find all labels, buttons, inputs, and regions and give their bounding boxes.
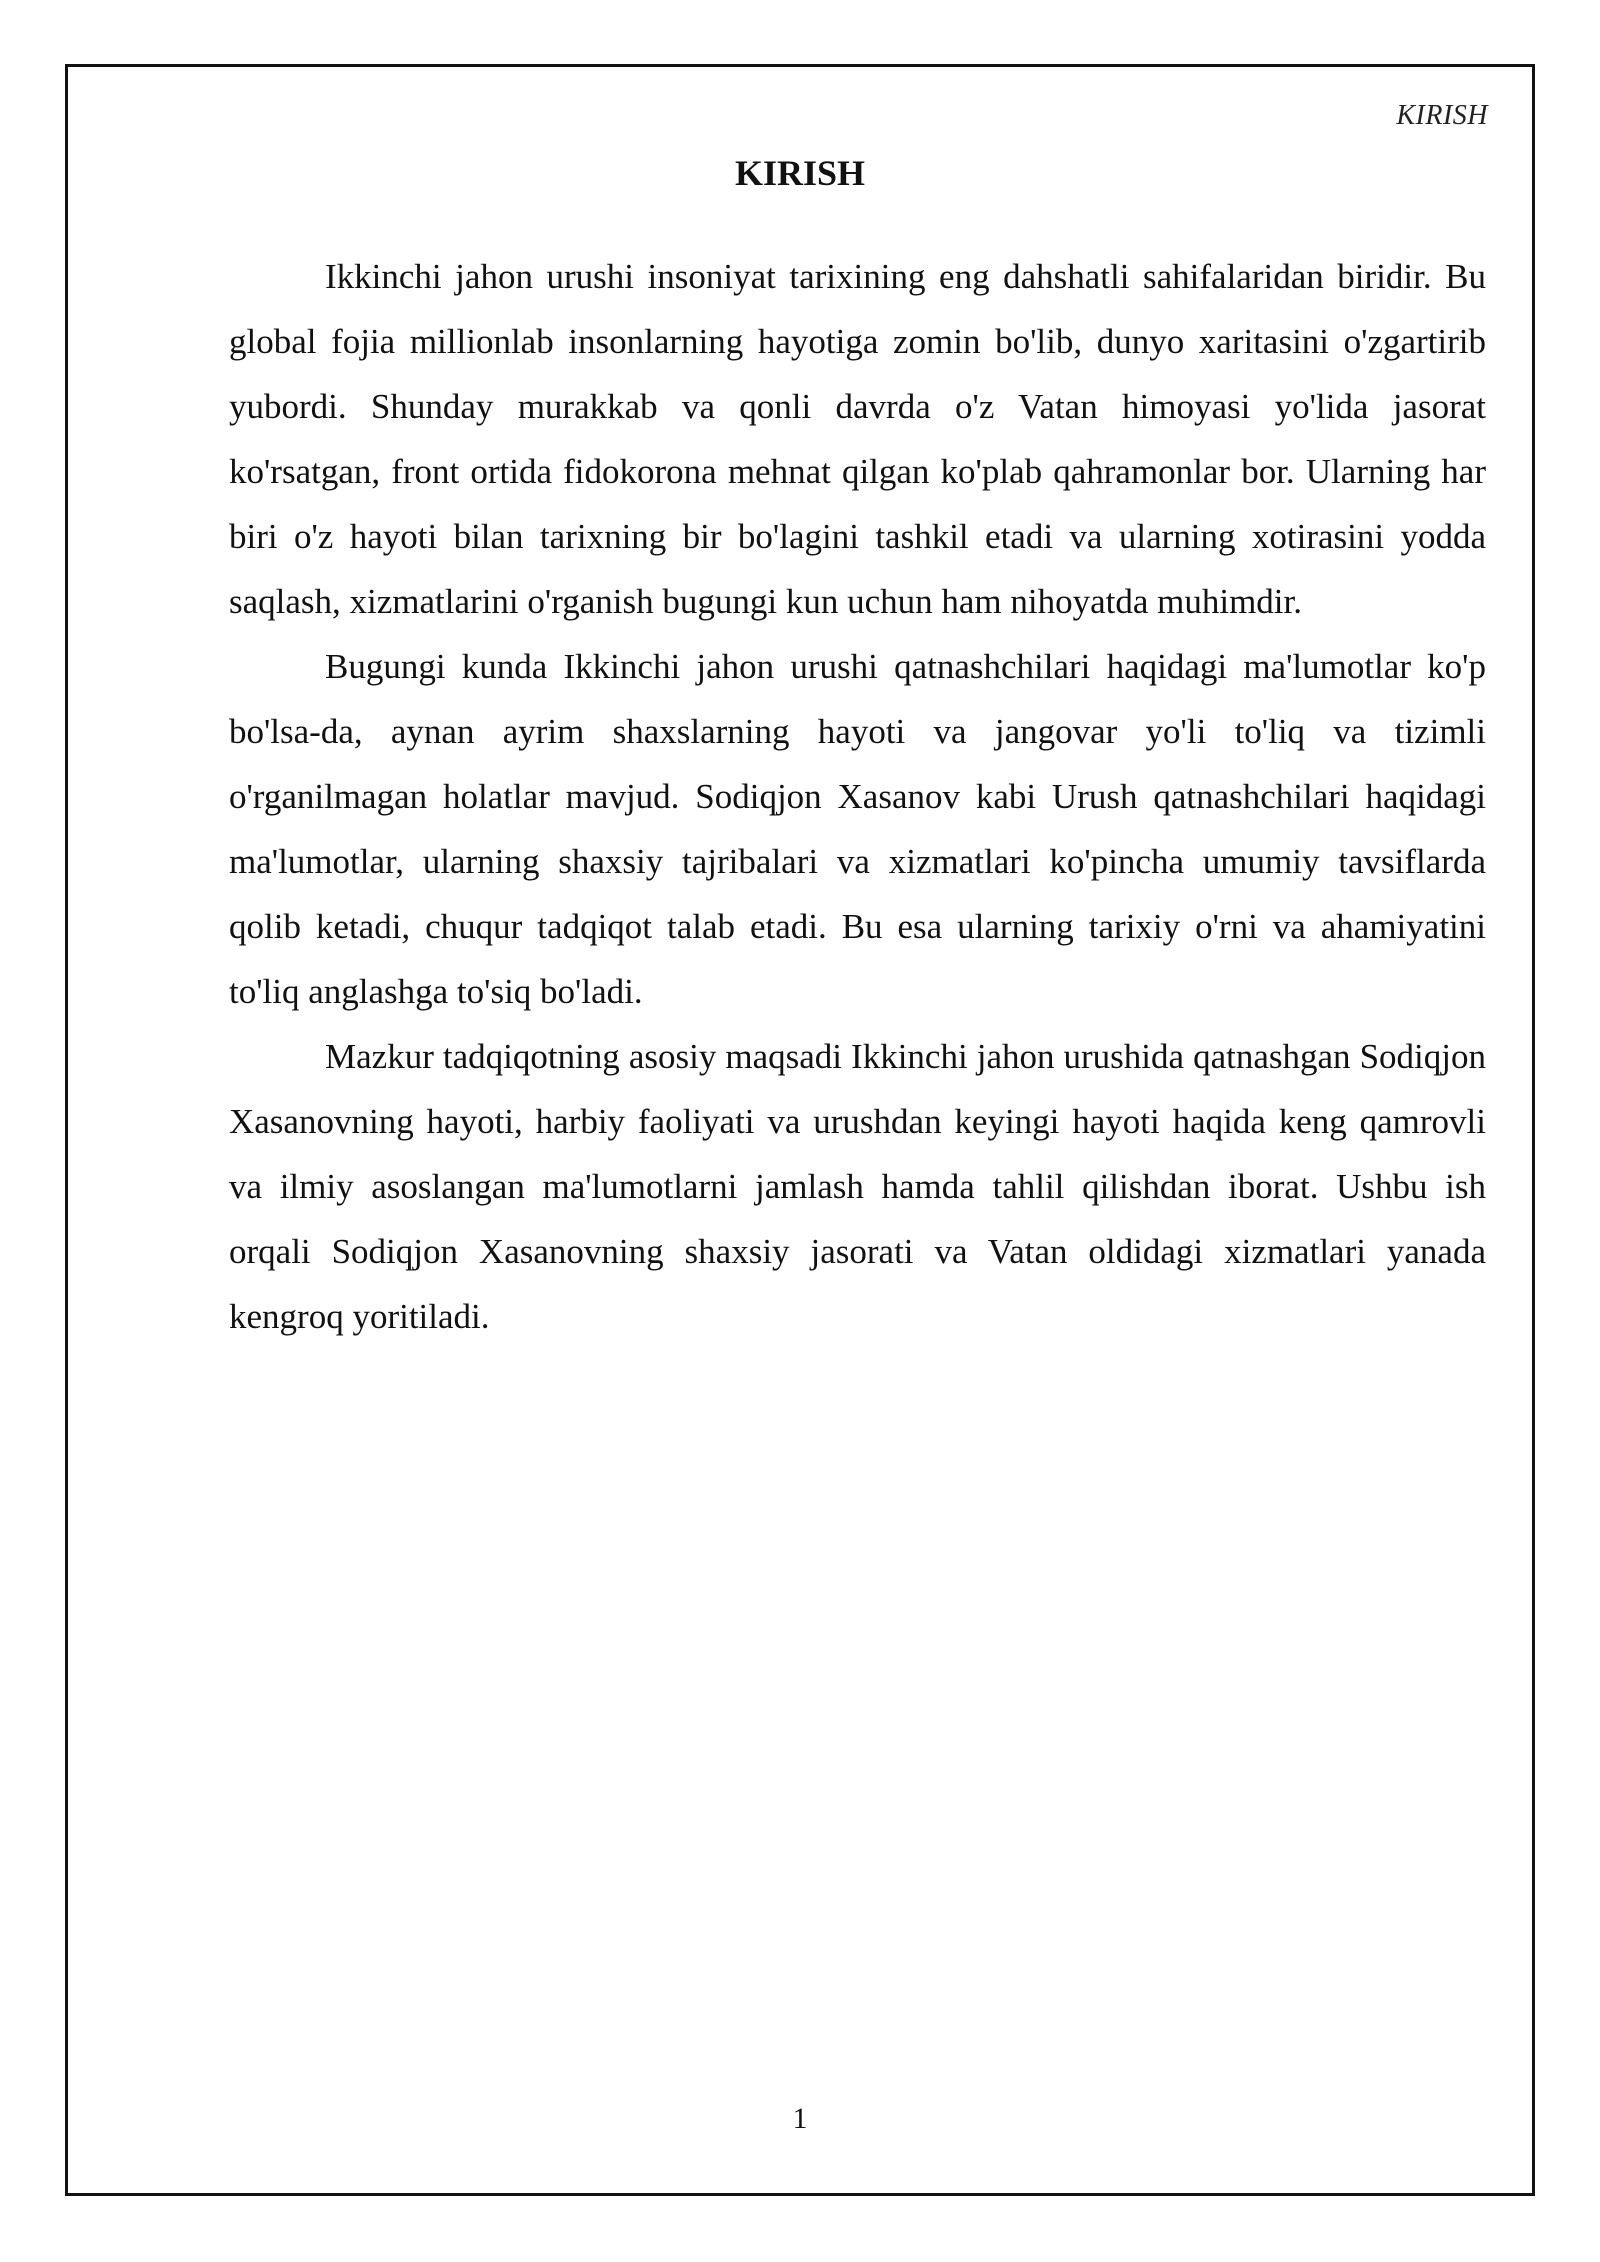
- page-number: 1: [792, 2102, 808, 2135]
- paragraph-2: Bugungi kunda Ikkinchi jahon urushi qatnashchilari haqidagi ma'lumotlar ko'p bo'lsa-da, aynan ayrim shaxslarning hayoti va jangovar yo'li to'liq va tizimli o'rganilmagan holatlar mavjud. Sodiqjon Xasanov kabi Urush qatnashchilari haqidagi ma'lumotlar, ularning shaxsiy tajribalari va xizmatlari ko'pincha umumiy tavsiflarda qolib ketadi, chuqur tadqiqot talab etadi. Bu esa ularning tarixiy o'rni va ahamiyatini to'liq anglashga to'siq bo'ladi.: [229, 647, 1486, 1011]
- paragraph-1: Ikkinchi jahon urushi insoniyat tarixining eng dahshatli sahifalaridan biridir. Bu global fojia millionlab insonlarning hayotiga zomin bo'lib, dunyo xaritasini o'zgartirib yubordi. Shunday murakkab va qonli davrda o'z Vatan himoyasi yo'lida jasorat ko'rsatgan, front ortida fidokorona mehnat qilgan ko'plab qahramonlar bor. Ularning har biri o'z hayoti bilan tarixning bir bo'lagini tashkil etadi va ularning xotirasini yodda saqlash, xizmatlarini o'rganish bugungi kun uchun ham nihoyatda muhimdir.: [229, 257, 1486, 621]
- running-header: KIRISH: [1396, 100, 1488, 131]
- body-text: [229, 244, 1486, 1349]
- paragraph-3: Mazkur tadqiqotning asosiy maqsadi Ikkinchi jahon urushida qatnashgan Sodiqjon Xasanovning hayoti, harbiy faoliyati va urushdan keyingi hayoti haqida keng qamrovli va ilmiy asoslangan ma'lumotlarni jamlash hamda tahlil qilishdan iborat. Ushbu ish orqali Sodiqjon Xasanovning shaxsiy jasorati va Vatan oldidagi xizmatlari yanada kengroq yoritiladi.: [229, 1037, 1486, 1336]
- page-title: KIRISH: [734, 153, 866, 193]
